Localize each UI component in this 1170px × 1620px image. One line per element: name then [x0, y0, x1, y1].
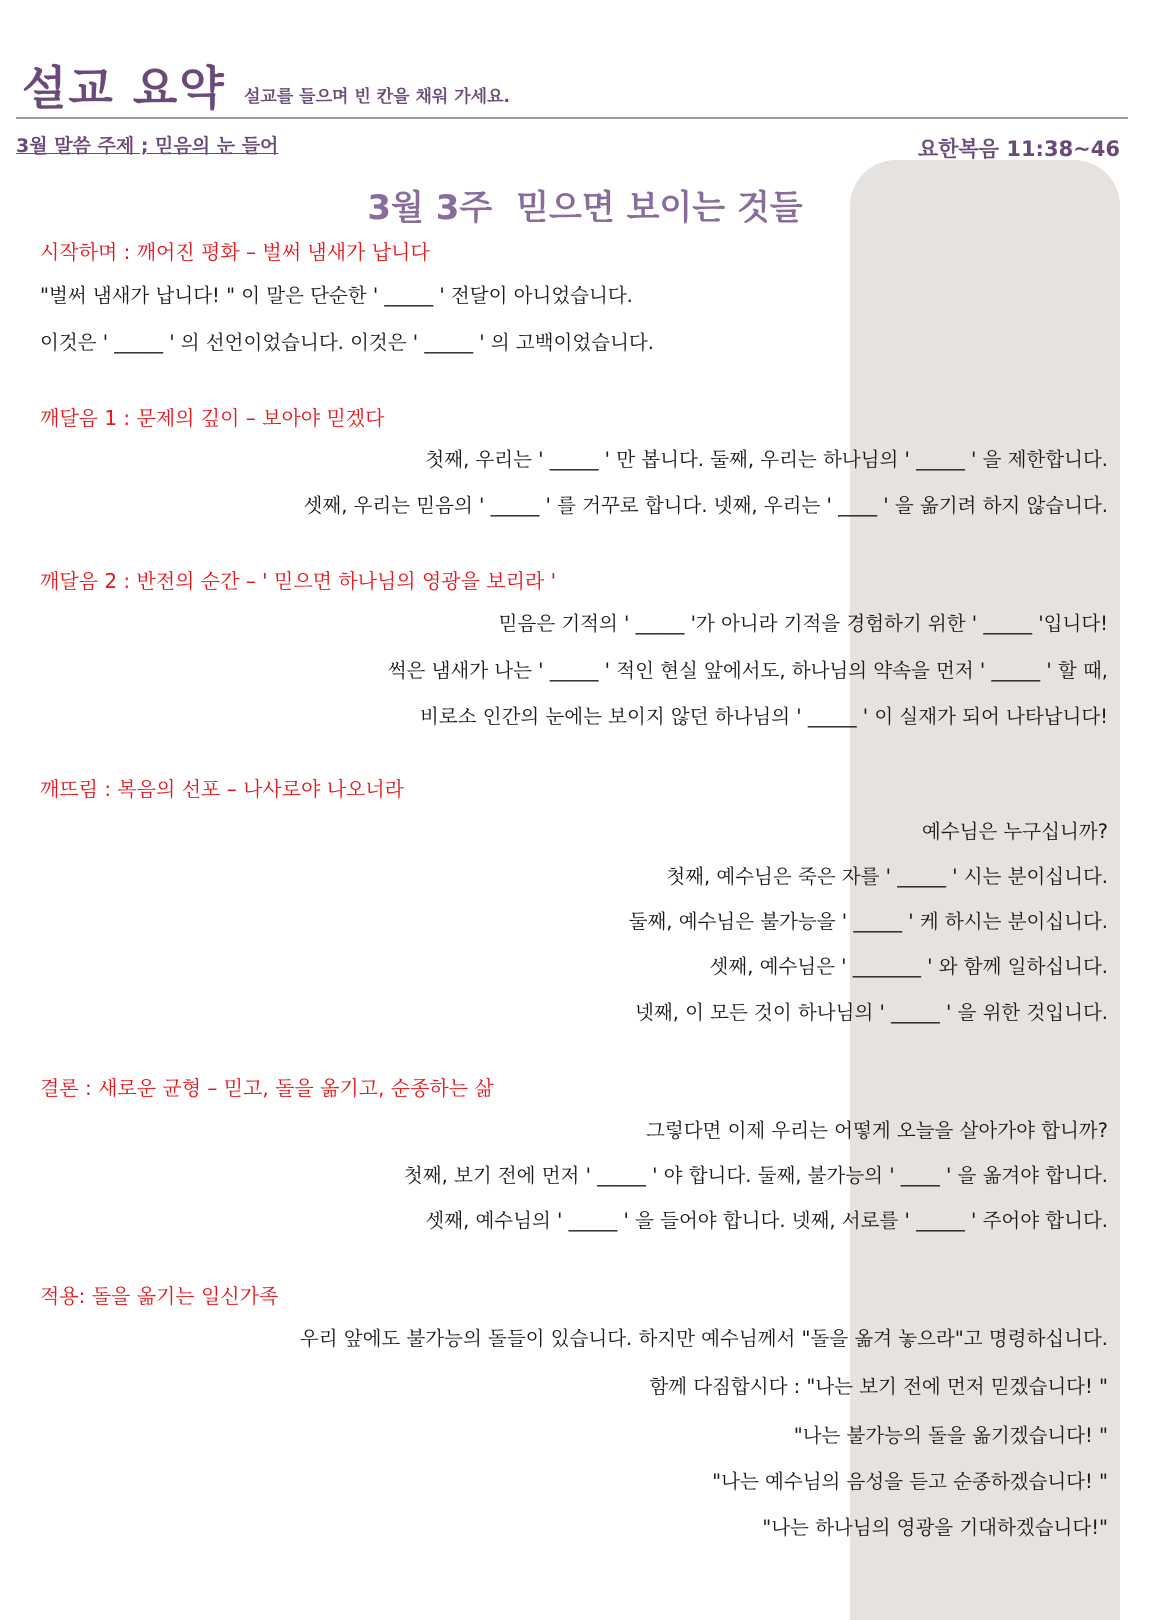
application-line-1: 우리 앞에도 불가능의 돌들이 있습니다. 하지만 예수님께서 "돌을 옮겨 놓으라"고 명령하십니다.: [299, 1327, 1108, 1350]
conclusion-line-1: 그렇다면 이제 우리는 어떻게 오늘을 살아가야 합니까?: [646, 1119, 1108, 1142]
application-line-4: "나는 예수님의 음성을 듣고 순종하겠습니다! ": [712, 1470, 1108, 1493]
monthly-theme: 3월 말씀 주제 ; 믿음의 눈 들어: [16, 135, 279, 157]
instruction-text: 설교를 들으며 빈 칸을 채워 가세요.: [244, 87, 510, 107]
scripture-reference: 요한복음 11:38~46: [917, 137, 1120, 161]
breakthrough-line-3: 둘째, 예수님은 불가능을 ' _____ ' 케 하시는 분이십니다.: [628, 910, 1108, 933]
page-header: [22, 52, 1132, 115]
intro-line-1: "벌써 냄새가 납니다! " 이 말은 단순한 ' _____ ' 전달이 아니었습니다.: [40, 284, 633, 307]
page-title: 설교 요약: [22, 61, 226, 115]
breakthrough-line-1: 예수님은 누구십니까?: [921, 820, 1108, 843]
sermon-week: 3월 3주: [367, 188, 493, 228]
insight2-line-3: 비로소 인간의 눈에는 보이지 않던 하나님의 ' _____ ' 이 실재가 되어 나타납니다!: [420, 705, 1108, 728]
intro-line-2: 이것은 ' _____ ' 의 선언이었습니다. 이것은 ' _____ ' 의 고백이었습니다.: [40, 331, 654, 354]
breakthrough-line-4: 셋째, 예수님은 ' _______ ' 와 함께 일하십니다.: [709, 955, 1108, 978]
section-heading-insight1: 깨달음 1 : 문제의 깊이 – 보아야 믿겠다: [40, 406, 385, 430]
section-heading-application: 적용: 돌을 옮기는 일신가족: [40, 1284, 279, 1308]
conclusion-line-3: 셋째, 예수님의 ' _____ ' 을 들어야 합니다. 넷째, 서로를 ' _____ ' 주어야 합니다.: [425, 1209, 1108, 1232]
section-heading-insight2: 깨달음 2 : 반전의 순간 – ' 믿으면 하나님의 영광을 보리라 ': [40, 569, 557, 593]
application-line-5: "나는 하나님의 영광을 기대하겠습니다!": [762, 1516, 1108, 1539]
application-line-2: 함께 다짐합시다 : "나는 보기 전에 먼저 믿겠습니다! ": [649, 1375, 1108, 1398]
insight2-line-1: 믿음은 기적의 ' _____ '가 아니라 기적을 경험하기 위한 ' _____ '입니다!: [498, 612, 1108, 635]
section-heading-breakthrough: 깨뜨림 : 복음의 선포 – 나사로야 나오너라: [40, 777, 405, 801]
application-line-3: "나는 불가능의 돌을 옮기겠습니다! ": [793, 1424, 1108, 1447]
sermon-title-text: 믿으면 보이는 것들: [516, 188, 803, 228]
breakthrough-line-5: 넷째, 이 모든 것이 하나님의 ' _____ ' 을 위한 것입니다.: [635, 1001, 1108, 1024]
insight1-line-1: 첫째, 우리는 ' _____ ' 만 봅니다. 둘째, 우리는 하나님의 ' _____ ' 을 제한합니다.: [425, 448, 1108, 471]
breakthrough-line-2: 첫째, 예수님은 죽은 자를 ' _____ ' 시는 분이십니다.: [666, 865, 1108, 888]
insight1-line-2: 셋째, 우리는 믿음의 ' _____ ' 를 거꾸로 합니다. 넷째, 우리는 ' ____ ' 을 옮기려 하지 않습니다.: [303, 494, 1108, 517]
insight2-line-2: 썩은 냄새가 나는 ' _____ ' 적인 현실 앞에서도, 하나님의 약속을 먼저 ' _____ ' 할 때,: [387, 659, 1108, 682]
section-heading-conclusion: 결론 : 새로운 균형 – 믿고, 돌을 옮기고, 순종하는 삶: [40, 1076, 494, 1100]
section-heading-intro: 시작하며 : 깨어진 평화 – 벌써 냄새가 납니다: [40, 240, 430, 264]
header-divider: [16, 117, 1128, 119]
sermon-title: [0, 180, 1170, 229]
background-panel: [850, 160, 1120, 1620]
conclusion-line-2: 첫째, 보기 전에 먼저 ' _____ ' 야 합니다. 둘째, 불가능의 ' ____ ' 을 옮겨야 합니다.: [403, 1164, 1108, 1187]
